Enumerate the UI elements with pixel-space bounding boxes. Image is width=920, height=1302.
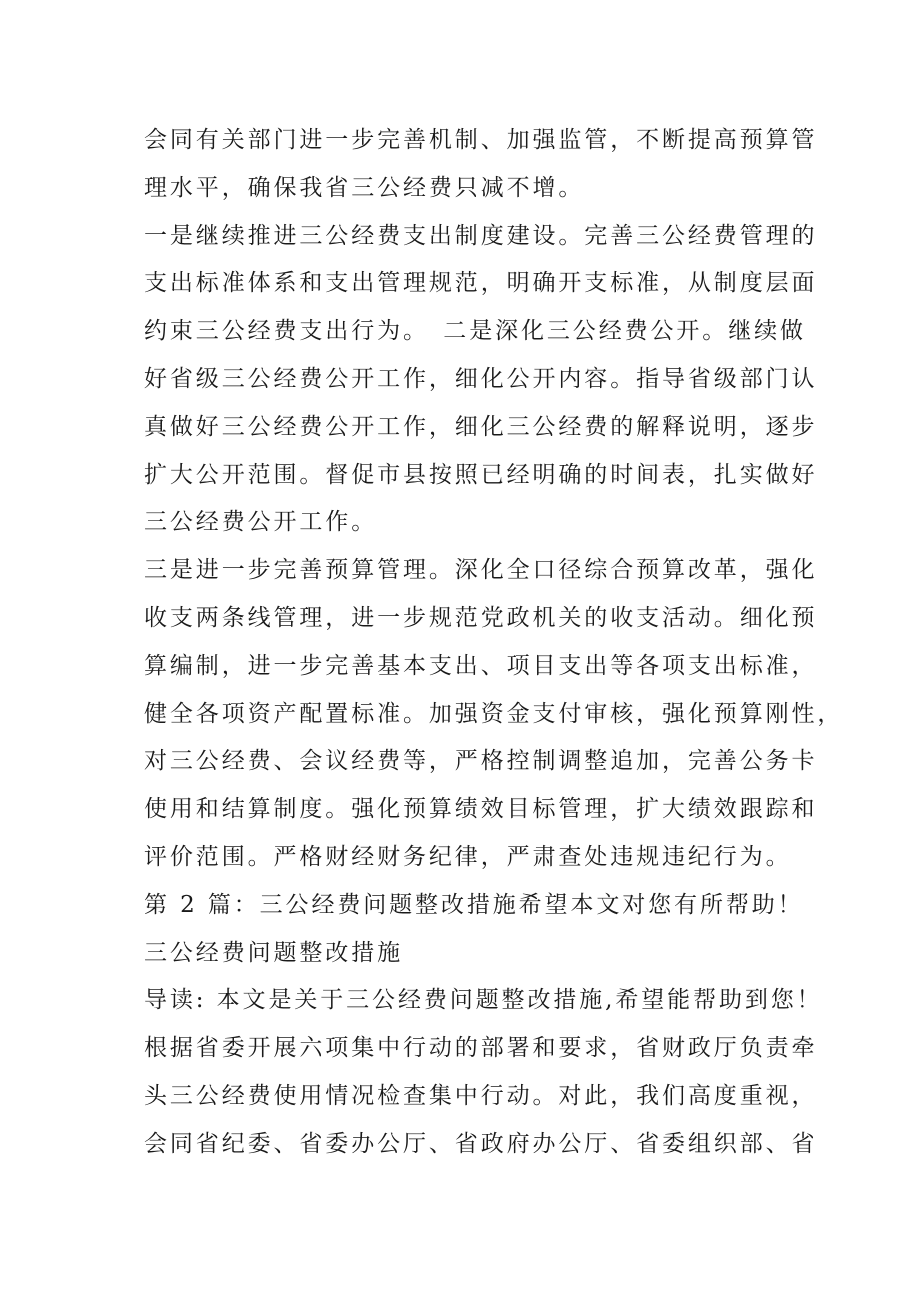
text-line: 理水平，确保我省三公经费只减不增。 — [144, 174, 585, 201]
text-line: 会同有关部门进一步完善机制、加强监管，不断提高预算管 — [144, 127, 818, 153]
article-title-line: 三公经费问题整改措施 — [144, 939, 403, 966]
text-line: 三公经费公开工作。 — [144, 509, 378, 536]
text-line: 会同省纪委、省委办公厅、省政府办公厅、省委组织部、省 — [144, 1130, 818, 1157]
section-heading-line: 第 2 篇：三公经费问题整改措施希望本文对您有所帮助！ — [144, 891, 804, 918]
text-line: 评价范围。严格财经财务纪律，严肃查处违规违纪行为。 — [144, 843, 792, 870]
text-line: 算编制，进一步完善基本支出、项目支出等各项支出标准， — [144, 652, 818, 679]
text-line: 约束三公经费支出行为。 二是深化三公经费公开。继续做 — [144, 318, 806, 345]
text-line: 一是继续推进三公经费支出制度建设。完善三公经费管理的 — [144, 222, 818, 249]
text-line: 真做好三公经费公开工作，细化三公经费的解释说明，逐步 — [144, 413, 818, 440]
text-line: 收支两条线管理，进一步规范党政机关的收支活动。细化预 — [144, 604, 818, 631]
text-line: 好省级三公经费公开工作，细化公开内容。指导省级部门认 — [144, 365, 818, 392]
document-body — [144, 117, 844, 1169]
text-line: 支出标准体系和支出管理规范，明确开支标准，从制度层面 — [144, 270, 818, 297]
text-line: 扩大公开范围。督促市县按照已经明确的时间表，扎实做好 — [144, 461, 818, 488]
text-line: 使用和结算制度。强化预算绩效目标管理，扩大绩效跟踪和 — [144, 796, 818, 823]
text-line: 头三公经费使用情况检查集中行动。对此，我们高度重视， — [144, 1082, 818, 1109]
text-line: 根据省委开展六项集中行动的部署和要求，省财政厅负责牵 — [144, 1035, 818, 1062]
lead-line: 导读: 本文是关于三公经费问题整改措施,希望能帮助到您！ — [144, 987, 823, 1014]
text-line: 对三公经费、会议经费等，严格控制调整追加，完善公务卡 — [144, 748, 818, 775]
text-line: 三是进一步完善预算管理。深化全口径综合预算改革，强化 — [144, 557, 818, 584]
text-line: 健全各项资产配置标准。加强资金支付审核，强化预算刚性， — [144, 700, 844, 727]
